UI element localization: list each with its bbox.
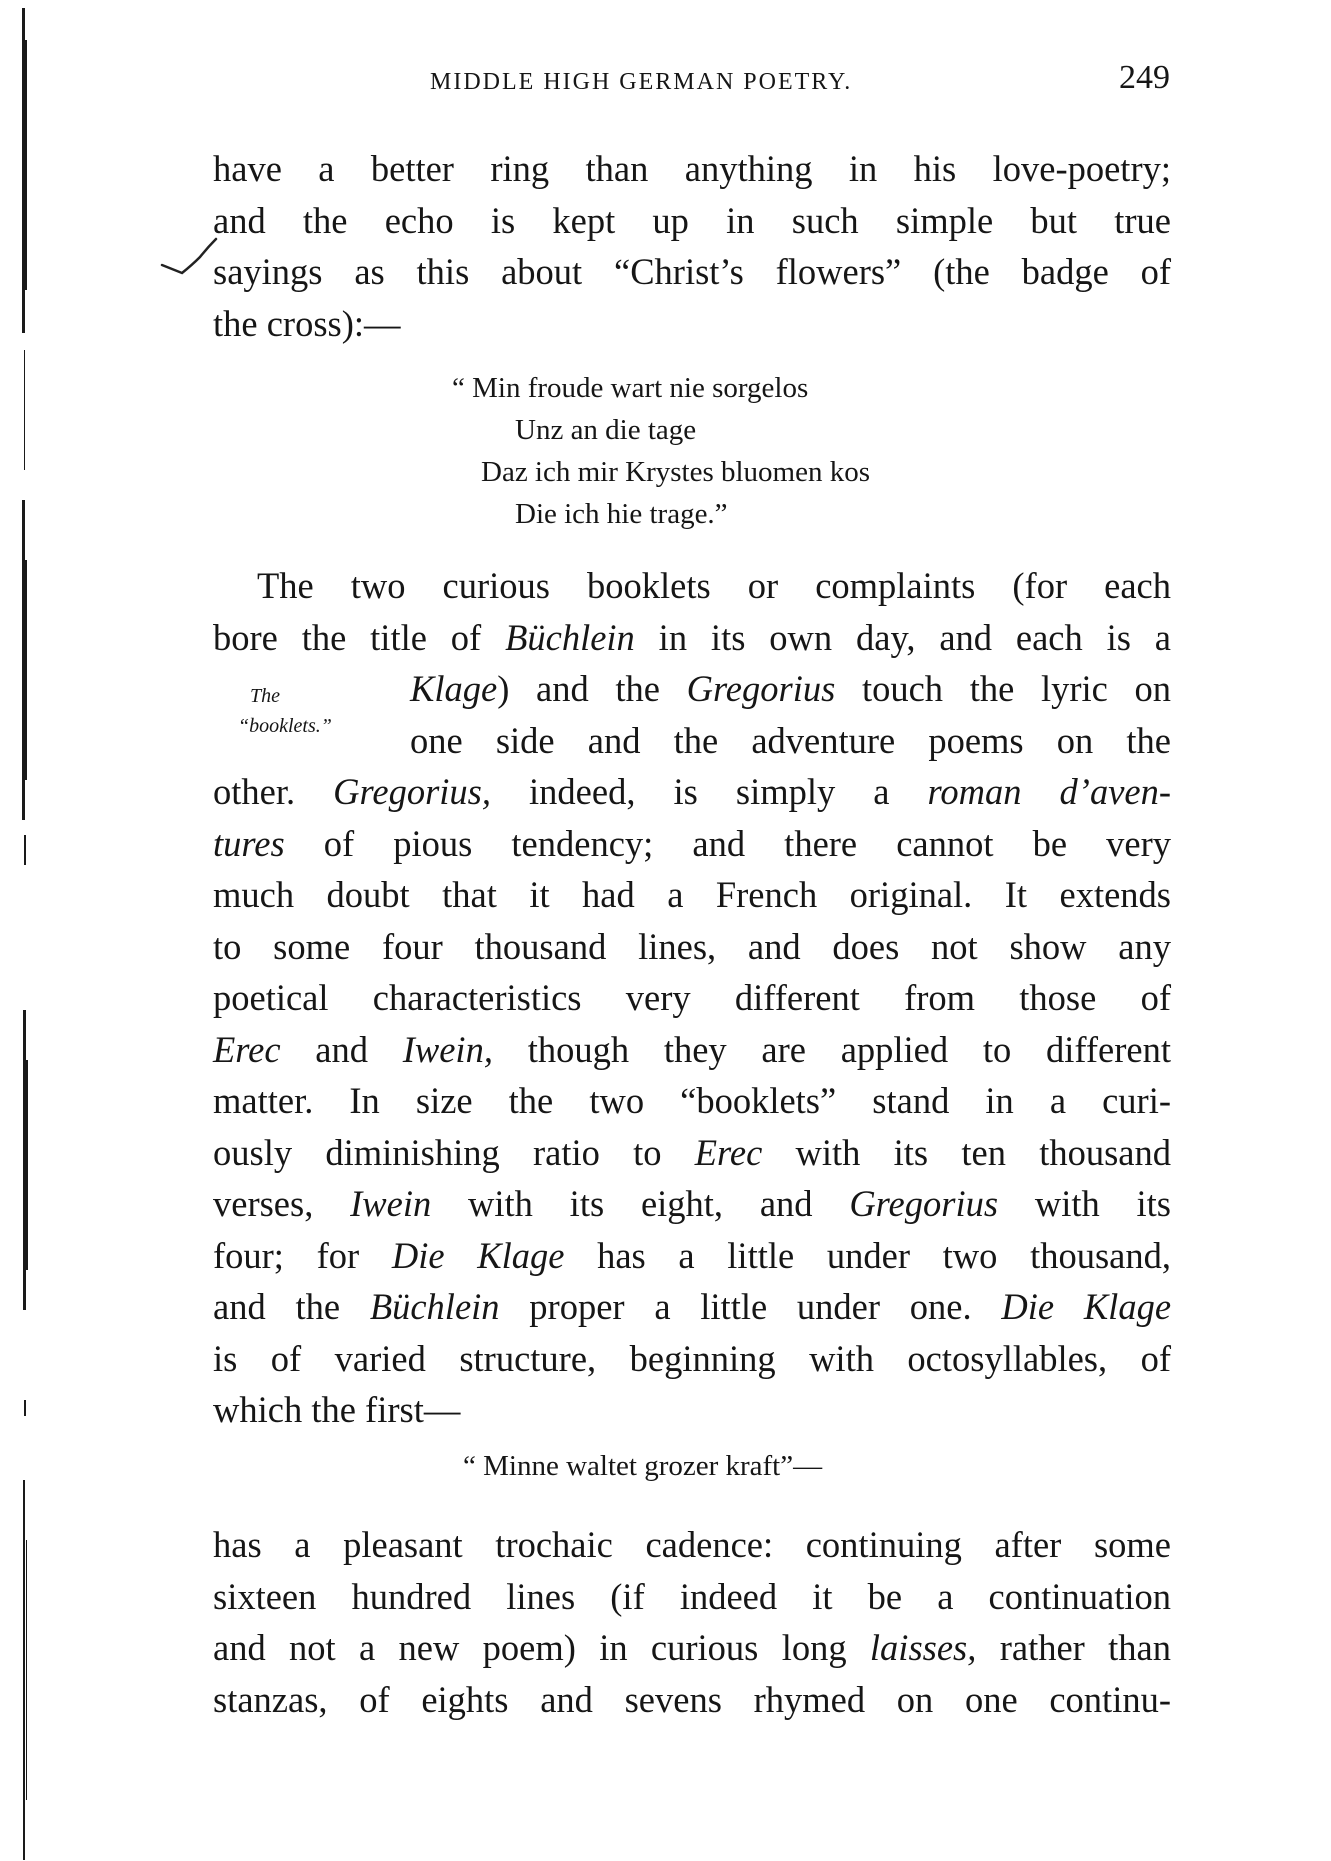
verse-line: Die ich hie trage.”: [515, 498, 728, 530]
paragraph-1: [213, 143, 1171, 349]
text-line: and the echo is kept up in such simple but true: [213, 199, 1171, 241]
text-line: sayings as this about “Christ’s flowers” (the badge of: [213, 251, 1171, 292]
text-line: and the Büchlein proper a little under one. Die Klage: [213, 1286, 1172, 1327]
text-line: one side and the adventure poems on the: [410, 719, 1171, 761]
margin-note-line: “booklets.”: [238, 715, 332, 737]
text-line: and not a new poem) in curious long laisses, rather than: [213, 1627, 1171, 1668]
running-title: MIDDLE HIGH GERMAN POETRY.: [430, 69, 853, 95]
running-header: [430, 55, 1170, 105]
text-line: stanzas, of eights and sevens rhymed on one continu-: [213, 1678, 1171, 1720]
text-line: matter. In size the two “booklets” stand in a curi-: [213, 1080, 1171, 1121]
binding-gutter: [18, 0, 38, 1861]
verse-line: Daz ich mir Krystes bluomen kos: [481, 456, 871, 488]
text-line: poetical characteristics very different from those of: [213, 977, 1171, 1018]
text-line: The two curious booklets or complaints (for each: [257, 565, 1171, 606]
text-line: ously diminishing ratio to Erec with its ten thousand: [213, 1131, 1171, 1173]
verse-quotation-1: [452, 367, 870, 535]
text-line: the cross):—: [213, 302, 401, 344]
verse-line: “ Min froude wart nie sorgelos: [452, 372, 809, 404]
text-line: have a better ring than anything in his love-poetry;: [213, 148, 1171, 189]
text-line: which the first—: [213, 1389, 461, 1430]
text-line: four; for Die Klage has a little under two thousand,: [213, 1234, 1171, 1276]
text-line: bore the title of Büchlein in its own day, and each is a: [213, 616, 1171, 658]
text-line: tures of pious tendency; and there cannot be very: [213, 822, 1171, 864]
text-line: other. Gregorius, indeed, is simply a roman d’aven-: [213, 771, 1172, 812]
verse-line: “ Minne waltet grozer kraft”—: [463, 1450, 823, 1482]
verse-line: Unz an die tage: [515, 414, 697, 446]
text-line: much doubt that it had a French original. It extends: [213, 874, 1171, 915]
paragraph-2: [213, 560, 1171, 1436]
text-line: Erec and Iwein, though they are applied to different: [213, 1028, 1171, 1070]
text-line: Klage) and the Gregorius touch the lyric on: [410, 668, 1171, 709]
verse-quotation-2: [463, 1445, 822, 1487]
text-line: verses, Iwein with its eight, and Gregorius with its: [213, 1183, 1171, 1224]
text-line: sixteen hundred lines (if indeed it be a continuation: [213, 1575, 1171, 1617]
page-number: 249: [1119, 59, 1170, 96]
paragraph-3: [213, 1519, 1171, 1725]
text-line: has a pleasant trochaic cadence: continuing after some: [213, 1524, 1171, 1565]
text-line: to some four thousand lines, and does not show any: [213, 925, 1171, 967]
margin-note-line: The: [250, 685, 280, 707]
text-line: is of varied structure, beginning with octosyllables, of: [213, 1337, 1171, 1379]
